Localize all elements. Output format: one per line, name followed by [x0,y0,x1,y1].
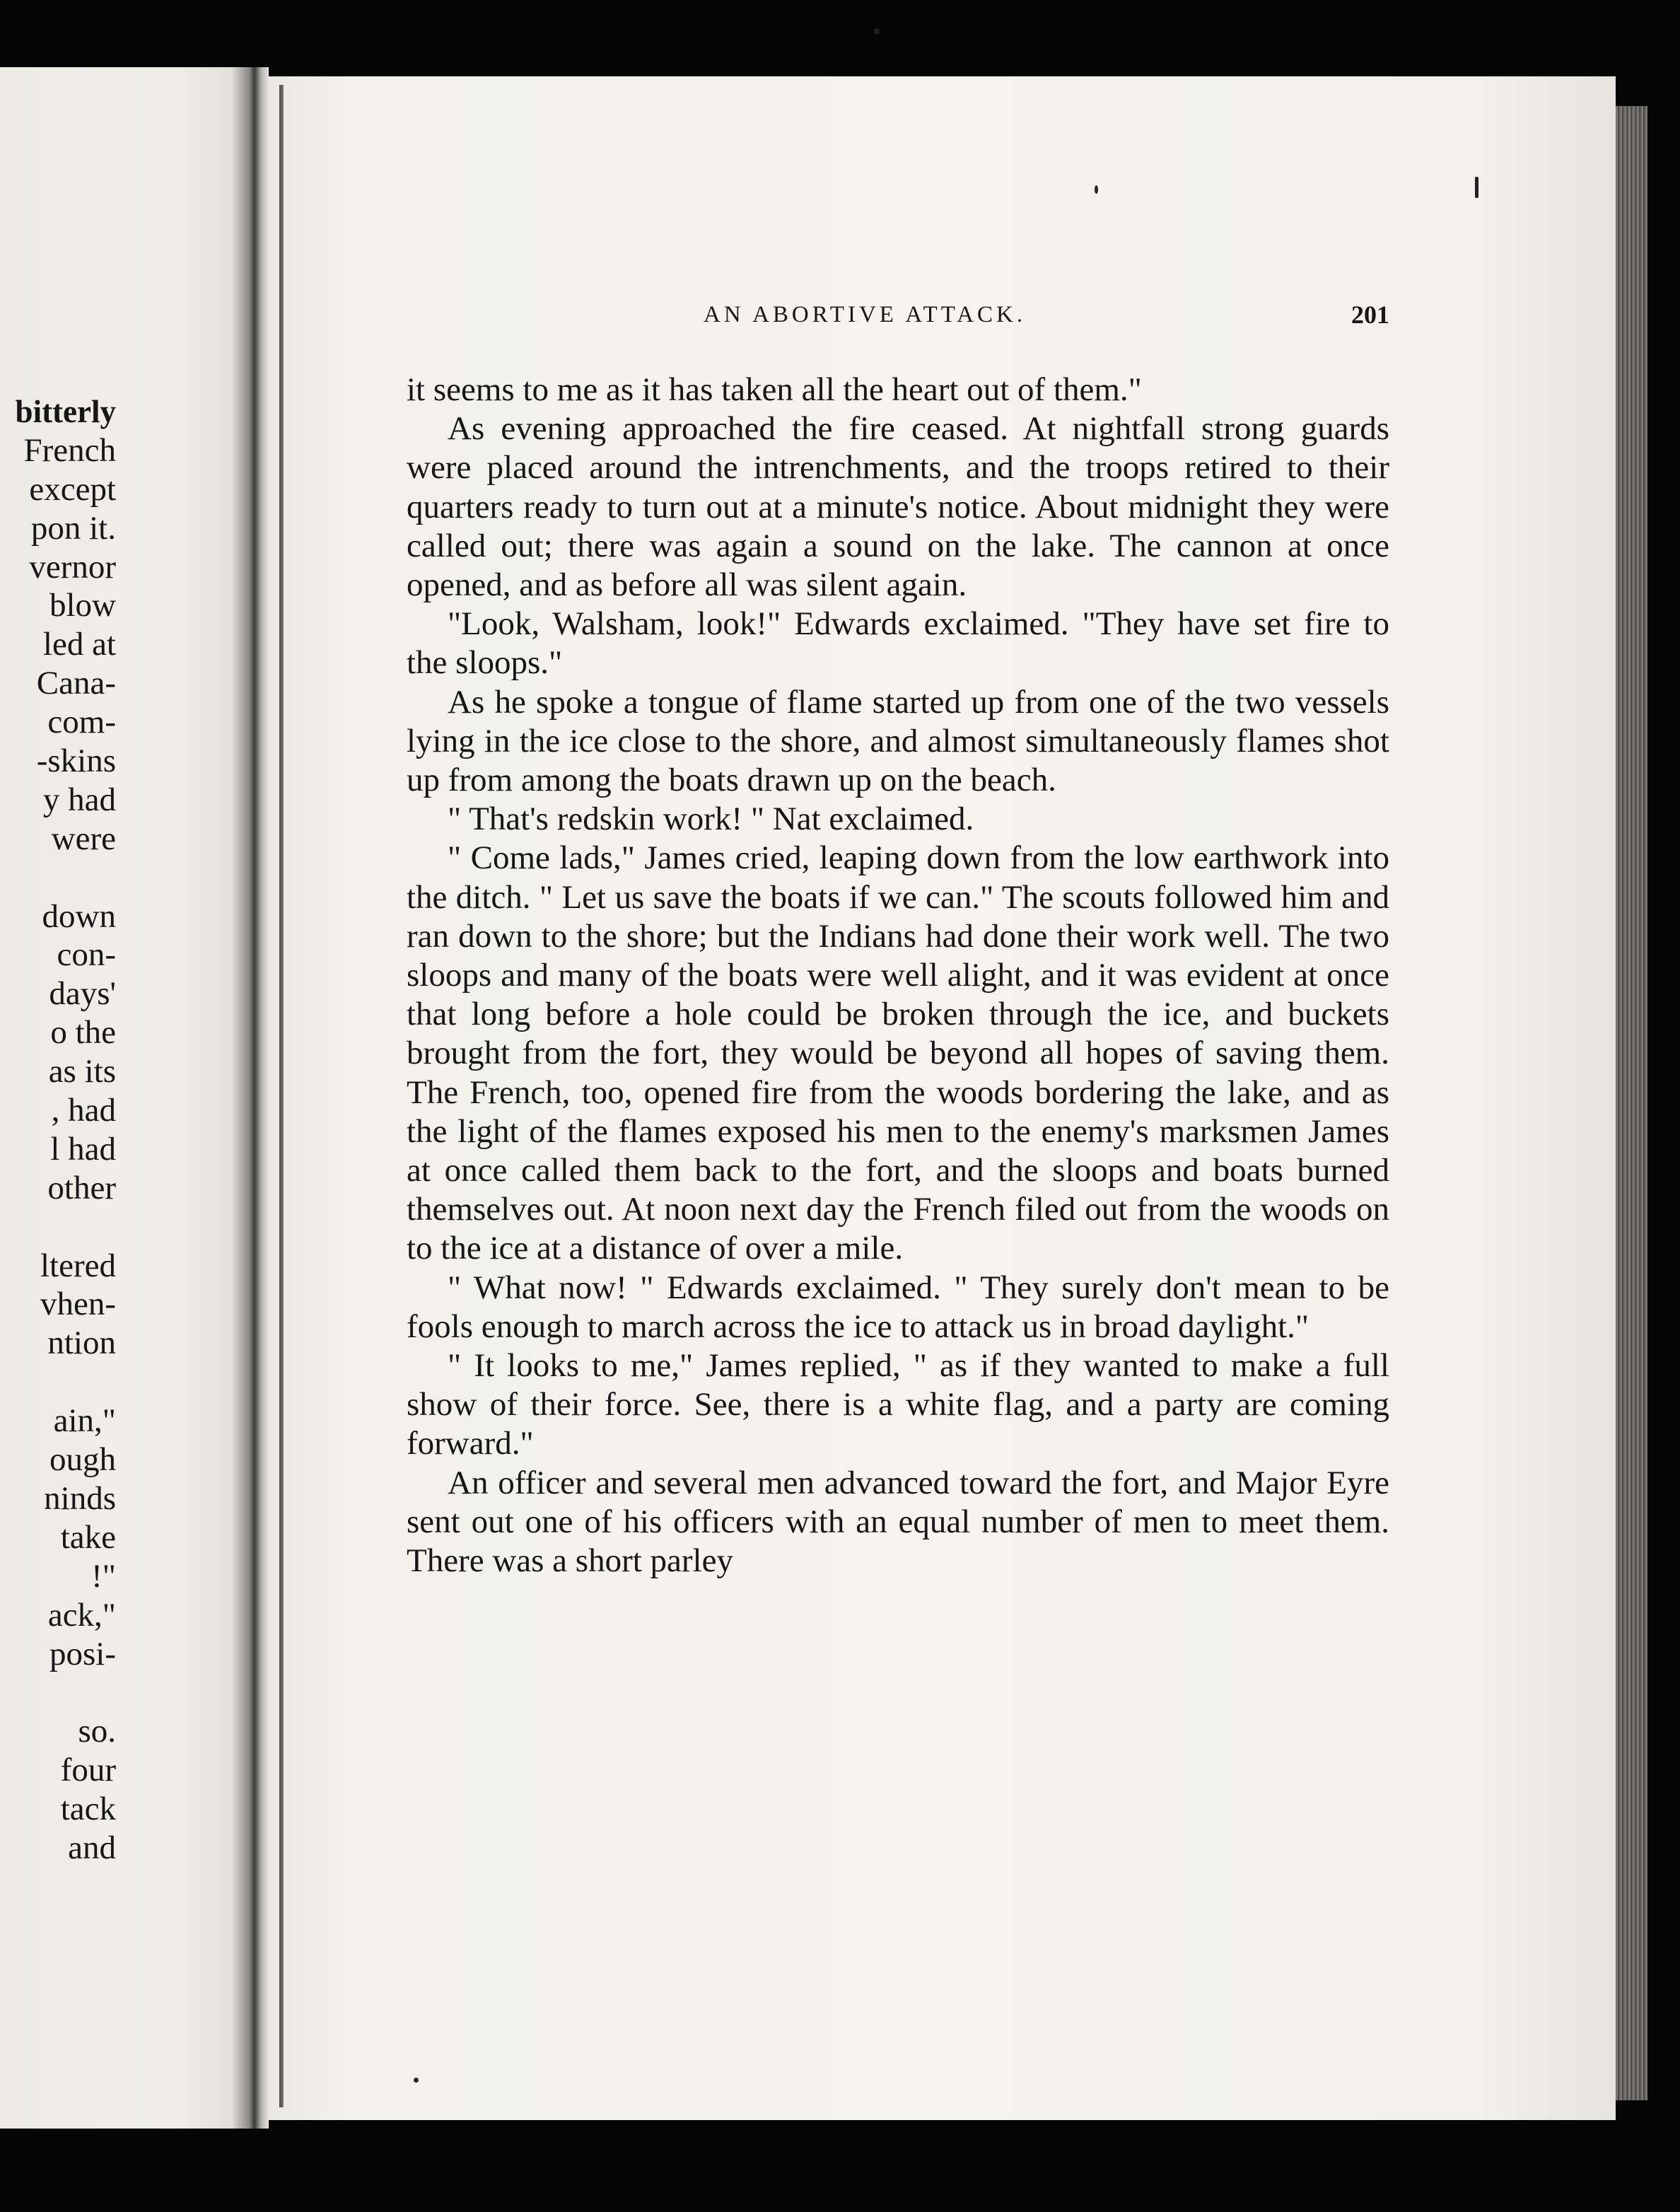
book-gutter [233,67,269,2129]
left-line: posi- [49,1635,116,1672]
left-line: days' [49,975,116,1013]
paragraph: An officer and several men advanced toward the fort, and Major Eyre sent out one of his officers with an equal number of men to meet them. There was a short parley [407,1464,1389,1580]
left-line: ain," [53,1402,116,1440]
left-line: led at [42,626,116,663]
left-line: other [47,1169,116,1206]
page-edges [1616,106,1647,2100]
left-line: bitterly [15,394,116,429]
left-line: ltered [40,1247,116,1284]
left-line: -skins [36,743,116,780]
page-fold-shadow [279,85,284,2107]
left-line: vernor [29,548,116,586]
paragraph: " Come lads," James cried, leaping down from the low earthwork into the ditch. " Let us save the boats if we can." The scouts followed him and ran down to the shore; but the Indians had done their work well. The two sloops and many of the boats were well alight, and it was evident at once that long before a hole could be broken through the ice, and buckets brought from the fort, they would be beyond all hopes of saving them. The French, too, opened fire from the woods bordering the lake, and as the light of the flames exposed his men to the enemy's marksmen James at once called them back to the fort, and the sloops and boats burned themselves out. At noon next day the French filed out from the woods on to the ice at a distance of over a mile. [407,839,1389,1267]
left-line [0,1208,116,1247]
left-line: so. [78,1713,116,1750]
left-line: l had [50,1130,116,1168]
paragraph: it seems to me as it has taken all the heart out of them." [407,371,1142,408]
left-line: French [23,431,116,469]
left-line: down [42,897,116,935]
left-line: ninds [44,1479,116,1517]
print-speck [874,28,880,34]
left-page-text [0,392,116,1868]
left-line: y had [42,781,116,818]
left-line: pon it. [30,509,116,547]
running-head [407,297,1389,332]
print-speck [1095,185,1098,194]
left-line: four [60,1752,116,1789]
left-line [0,1673,116,1712]
left-line: except [29,470,116,508]
left-line: take [60,1518,116,1556]
left-line: o the [50,1014,116,1052]
paragraph: "Look, Walsham, look!" Edwards exclaimed. "They have set fire to the sloops." [407,605,1389,682]
paragraph: " What now! " Edwards exclaimed. " They surely don't mean to be fools enough to march across the ice to attack us in broad daylight." [407,1269,1389,1345]
left-line: , had [51,1092,116,1129]
left-line: ough [49,1441,116,1479]
left-page [0,67,249,2129]
left-line: !" [91,1557,116,1595]
left-line: ntion [47,1325,116,1362]
left-line: ack," [47,1596,116,1634]
left-line: blow [49,587,116,624]
print-speck [1475,177,1478,198]
paragraph: As evening approached the fire ceased. At nightfall strong guards were placed around the intrenchments, and the troops retired to their quarters ready to turn out at a minute's notice. About midnight they were called out; there was again a sound on the lake. The cannon at once opened, and as before all was silent again. [407,410,1389,604]
paragraph: " That's redskin work! " Nat exclaimed. [448,801,974,838]
left-line [0,1363,116,1402]
left-line: and [68,1829,116,1866]
paragraph: As he spoke a tongue of flame started up from one of the two vessels lying in the ice close to the shore, and almost simultaneously flames shot up from among the boats drawn up on the beach. [407,683,1389,799]
left-line: as its [48,1053,116,1090]
print-speck [414,2078,419,2083]
paragraph: " It looks to me," James replied, " as if they wanted to make a full show of their force. See, there is a white flag, and a party are coming forward." [407,1347,1389,1462]
page-number: 201 [1351,301,1389,329]
left-line: com- [47,704,116,741]
left-line: were [51,820,116,857]
left-line [0,858,116,897]
left-line: tack [60,1791,116,1828]
left-line: con- [57,936,116,974]
left-line: vhen- [40,1286,116,1323]
left-line: Cana- [36,665,116,702]
page-body [407,371,1389,1581]
running-head-title: AN ABORTIVE ATTACK. [704,302,1027,327]
